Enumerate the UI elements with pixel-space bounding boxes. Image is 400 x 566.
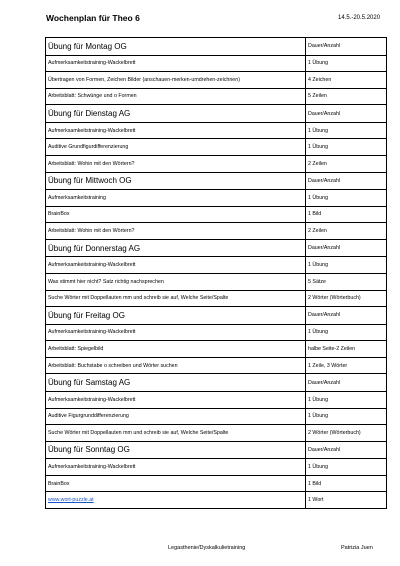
- exercise-row: [46, 55, 387, 72]
- wort-puzzle-link[interactable]: www.wort-puzzle.at: [48, 497, 94, 504]
- exercise-row: [46, 72, 387, 89]
- exercise-name: Auditive Figurgrunddifferenzierung: [46, 408, 306, 425]
- exercise-row: [46, 155, 387, 172]
- amount-column-label: Dauer/Anzahl: [306, 38, 387, 56]
- exercise-amount: 2 Wörter (Wörterbuch): [306, 290, 387, 307]
- exercise-row: [46, 425, 387, 442]
- day-title: Übung für Samstag AG: [46, 374, 306, 392]
- exercise-name: Arbeitsblatt: Wohin mit den Wörtern?: [46, 155, 306, 172]
- exercise-amount: 2 Zeilen: [306, 223, 387, 240]
- exercise-name: Arbeitsblatt: Spiegelbild: [46, 341, 306, 358]
- exercise-row: [46, 492, 387, 509]
- day-title: Übung für Mittwoch OG: [46, 172, 306, 190]
- exercise-name: Arbeitsblatt: Buchstabe o schreiben und Wörter suchen: [46, 357, 306, 374]
- exercise-row: [46, 459, 387, 476]
- exercise-amount: 1 Wort: [306, 492, 387, 509]
- exercise-amount: 2 Wörter (Wörterbuch): [306, 425, 387, 442]
- exercise-row: [46, 206, 387, 223]
- day-header-row: [46, 374, 387, 392]
- day-title: Übung für Freitag OG: [46, 307, 306, 325]
- exercise-row: [46, 408, 387, 425]
- exercise-row: [46, 139, 387, 156]
- amount-column-label: Dauer/Anzahl: [306, 105, 387, 123]
- exercise-amount: 1 Übung: [306, 391, 387, 408]
- exercise-row: [46, 341, 387, 358]
- date-range: 14.5.-20.5.2020: [338, 15, 381, 21]
- exercise-row: [46, 391, 387, 408]
- exercise-name: Was stimmt hier nicht? Satz richtig nachsprechen: [46, 273, 306, 290]
- exercise-row: [46, 273, 387, 290]
- exercise-name: Auditive Grundfigurdifferenzierung: [46, 139, 306, 156]
- exercise-name: BrainBox: [46, 206, 306, 223]
- exercise-amount: 1 Übung: [306, 257, 387, 274]
- exercise-amount: 1 Bild: [306, 475, 387, 492]
- exercise-row: [46, 88, 387, 105]
- day-header-row: [46, 172, 387, 190]
- footer-center: Legasthenie/Dyskalkulietraining: [168, 545, 246, 551]
- day-title: Übung für Montag OG: [46, 38, 306, 56]
- exercise-name: Aufmerksamkeitstraining-Wackelbrett: [46, 324, 306, 341]
- exercise-row: [46, 122, 387, 139]
- exercise-amount: 2 Zeilen: [306, 155, 387, 172]
- amount-column-label: Dauer/Anzahl: [306, 374, 387, 392]
- amount-column-label: Dauer/Anzahl: [306, 239, 387, 257]
- exercise-amount: 1 Übung: [306, 324, 387, 341]
- amount-column-label: Dauer/Anzahl: [306, 441, 387, 459]
- exercise-amount: 1 Zeile, 3 Wörter: [306, 357, 387, 374]
- exercise-row: [46, 290, 387, 307]
- exercise-name: Arbeitsblatt: Schwünge und o Formen: [46, 88, 306, 105]
- exercise-name: Arbeitsblatt: Wohin mit den Wörtern?: [46, 223, 306, 240]
- exercise-cell: [46, 492, 306, 509]
- exercise-amount: 1 Übung: [306, 408, 387, 425]
- day-title: Übung für Dienstag AG: [46, 105, 306, 123]
- day-header-row: [46, 38, 387, 56]
- exercise-amount: 1 Übung: [306, 122, 387, 139]
- exercise-name: Übertragen von Formen, Zeichen Bilder (anschauen-merken-umdrehen-zeichnen): [46, 72, 306, 89]
- day-header-row: [46, 239, 387, 257]
- exercise-row: [46, 223, 387, 240]
- exercise-amount: 1 Bild: [306, 206, 387, 223]
- exercise-amount: 1 Übung: [306, 55, 387, 72]
- day-header-row: [46, 441, 387, 459]
- exercise-name: Aufmerksamkeitstraining-Wackelbrett: [46, 55, 306, 72]
- exercise-name: Aufmerksamkeitstraining: [46, 190, 306, 207]
- exercise-amount: 4 Zeichen: [306, 72, 387, 89]
- exercise-name: Aufmerksamkeitstraining-Wackelbrett: [46, 391, 306, 408]
- exercise-name: Aufmerksamkeitstraining-Wackelbrett: [46, 257, 306, 274]
- exercise-amount: 5 Zeilen: [306, 88, 387, 105]
- footer-author: Patrizia Juen: [341, 545, 373, 551]
- exercise-name: BrainBox: [46, 475, 306, 492]
- weekly-plan-table: [45, 37, 387, 509]
- day-header-row: [46, 307, 387, 325]
- exercise-row: [46, 357, 387, 374]
- exercise-amount: 1 Übung: [306, 190, 387, 207]
- document-title: Wochenplan für Theo 6: [46, 13, 140, 23]
- amount-column-label: Dauer/Anzahl: [306, 307, 387, 325]
- day-header-row: [46, 105, 387, 123]
- exercise-name: Aufmerksamkeitstraining-Wackelbrett: [46, 459, 306, 476]
- exercise-row: [46, 190, 387, 207]
- amount-column-label: Dauer/Anzahl: [306, 172, 387, 190]
- exercise-row: [46, 324, 387, 341]
- day-title: Übung für Donnerstag AG: [46, 239, 306, 257]
- exercise-amount: halbe Seite-2 Zeilen: [306, 341, 387, 358]
- exercise-name: Suche Wörter mit Doppellauten mm und schreib sie auf, Welche Seite/Spalte: [46, 425, 306, 442]
- day-title: Übung für Sonntag OG: [46, 441, 306, 459]
- exercise-amount: 1 Übung: [306, 459, 387, 476]
- exercise-row: [46, 475, 387, 492]
- exercise-name: Aufmerksamkeitstraining-Wackelbrett: [46, 122, 306, 139]
- exercise-name: Suche Wörter mit Doppellauten mm und schreib sie auf, Welche Seite/Spalte: [46, 290, 306, 307]
- exercise-amount: 1 Übung: [306, 139, 387, 156]
- exercise-row: [46, 257, 387, 274]
- exercise-amount: 5 Sätze: [306, 273, 387, 290]
